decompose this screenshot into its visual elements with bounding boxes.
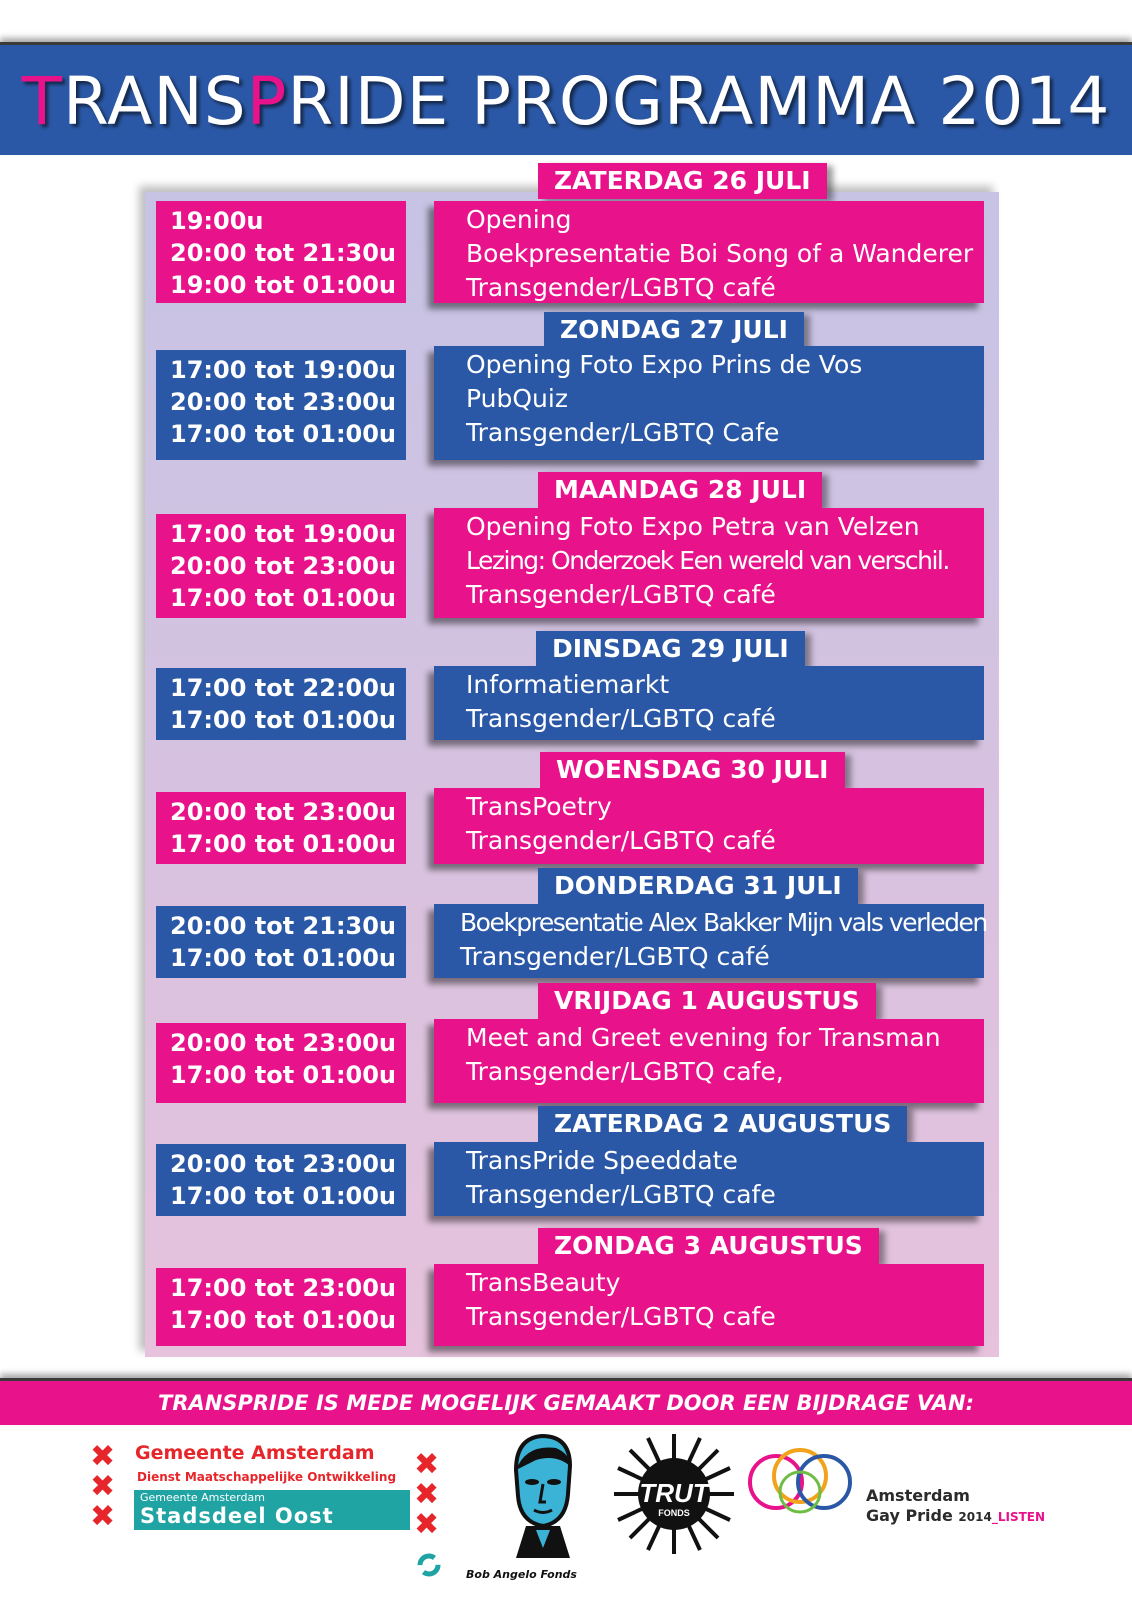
event-entry: Transgender/LGBTQ cafe [466, 1302, 776, 1331]
event-entry: Opening Foto Expo Prins de Vos [466, 350, 863, 379]
time-entry: 20:00 tot 23:00u [170, 1029, 397, 1057]
events-list [434, 788, 984, 864]
title-letter-p: P [246, 63, 288, 140]
event-entry: TransPride Speeddate [466, 1146, 738, 1175]
page-title [0, 63, 1132, 140]
sponsor-logos [0, 1430, 1132, 1590]
event-entry: PubQuiz [466, 384, 568, 413]
sponsor-line: TRANSPRIDE IS MEDE MOGELIJK GEMAAKT DOOR EEN BIJDRAGE VAN: [158, 1391, 974, 1415]
time-entry: 20:00 tot 23:00u [170, 798, 397, 826]
amsterdam-crosses-icon: ✖ ✖ ✖ [90, 1439, 116, 1534]
event-entry: Opening Foto Expo Petra van Velzen [466, 512, 920, 541]
event-entry: Transgender/LGBTQ cafe, [466, 1057, 784, 1086]
events-list [434, 666, 984, 740]
trut-fonds-logo-icon [612, 1432, 736, 1556]
times-list [156, 514, 406, 618]
event-entry: Boekpresentatie Alex Bakker Mijn vals verleden [460, 908, 987, 937]
events-list [434, 1264, 984, 1346]
times-list [156, 792, 406, 864]
event-entry: Transgender/LGBTQ café [466, 826, 776, 855]
event-entry: Transgender/LGBTQ café [466, 273, 776, 302]
day-title: ZATERDAG 26 JULI [538, 163, 827, 199]
events-list [434, 1142, 984, 1216]
time-entry: 17:00 tot 01:00u [170, 1306, 397, 1334]
day-title: ZONDAG 3 AUGUSTUS [538, 1228, 879, 1264]
agp-line1: Amsterdam [866, 1486, 970, 1505]
event-entry: Transgender/LGBTQ cafe [466, 1180, 776, 1209]
title-part-rest: RIDE PROGRAMMA 2014 [287, 63, 1111, 140]
events-list [434, 508, 984, 618]
event-entry: Informatiemarkt [466, 670, 670, 699]
event-entry: Boekpresentatie Boi Song of a Wanderer [466, 239, 974, 268]
trut-name: TRUT [639, 1478, 709, 1508]
stadsdeel-crosses-icon: ✖ ✖ ✖ [414, 1447, 440, 1542]
times-list [156, 1144, 406, 1216]
recycle-swirl-icon [416, 1552, 442, 1578]
event-entry: Transgender/LGBTQ Cafe [466, 418, 780, 447]
times-list [156, 906, 406, 978]
time-entry: 20:00 tot 21:30u [170, 239, 397, 267]
events-list [434, 1019, 984, 1103]
time-entry: 17:00 tot 01:00u [170, 1061, 397, 1089]
time-entry: 20:00 tot 23:00u [170, 552, 397, 580]
gay-pride-text [866, 1486, 1045, 1527]
title-letter-t: T [21, 63, 63, 140]
header-banner [0, 42, 1132, 155]
sponsor-banner [0, 1378, 1132, 1425]
title-part-rans: RANS [63, 63, 247, 140]
times-list [156, 1023, 406, 1103]
events-list [434, 904, 987, 978]
times-list [156, 350, 406, 460]
day-title: DINSDAG 29 JULI [536, 631, 805, 667]
time-entry: 17:00 tot 22:00u [170, 674, 397, 702]
day-title: MAANDAG 28 JULI [538, 472, 822, 508]
day-title: ZATERDAG 2 AUGUSTUS [538, 1106, 907, 1142]
time-entry: 17:00 tot 23:00u [170, 1274, 397, 1302]
day-title: ZONDAG 27 JULI [544, 312, 804, 348]
time-entry: 19:00u [170, 207, 264, 235]
events-list [434, 201, 984, 303]
times-list [156, 201, 406, 303]
time-entry: 17:00 tot 01:00u [170, 584, 397, 612]
stadsdeel-logo [134, 1490, 410, 1530]
stadsdeel-small: Gemeente Amsterdam [140, 1491, 265, 1504]
bob-angelo-name: Bob Angelo Fonds [466, 1568, 577, 1581]
time-entry: 17:00 tot 01:00u [170, 420, 397, 448]
time-entry: 17:00 tot 19:00u [170, 356, 397, 384]
day-title: DONDERDAG 31 JULI [538, 868, 858, 904]
gemeente-title: Gemeente Amsterdam [135, 1442, 375, 1464]
trut-small: FONDS [658, 1508, 690, 1518]
gay-pride-rings-icon [746, 1436, 854, 1528]
event-entry: Opening [466, 205, 572, 234]
bob-angelo-portrait-icon [496, 1430, 586, 1560]
agp-line2: Gay Pride [866, 1506, 953, 1525]
events-list [434, 346, 984, 460]
time-entry: 20:00 tot 21:30u [170, 912, 397, 940]
day-title: VRIJDAG 1 AUGUSTUS [538, 983, 876, 1019]
time-entry: 19:00 tot 01:00u [170, 271, 397, 299]
time-entry: 17:00 tot 01:00u [170, 706, 397, 734]
event-entry: Lezing: Onderzoek Een wereld van verschil. [466, 546, 949, 575]
time-entry: 17:00 tot 01:00u [170, 944, 397, 972]
times-list [156, 668, 406, 740]
gemeente-dept: Dienst Maatschappelijke Ontwikkeling [137, 1470, 397, 1484]
event-entry: TransBeauty [466, 1268, 621, 1297]
time-entry: 20:00 tot 23:00u [170, 1150, 397, 1178]
time-entry: 20:00 tot 23:00u [170, 388, 397, 416]
day-title: WOENSDAG 30 JULI [540, 752, 845, 788]
agp-tag: _LISTEN [991, 1510, 1046, 1524]
event-entry: Meet and Greet evening for Transman [466, 1023, 941, 1052]
event-entry: Transgender/LGBTQ café [466, 580, 776, 609]
stadsdeel-big: Stadsdeel Oost [140, 1504, 334, 1528]
time-entry: 17:00 tot 01:00u [170, 1182, 397, 1210]
time-entry: 17:00 tot 01:00u [170, 830, 397, 858]
event-entry: Transgender/LGBTQ café [460, 942, 770, 971]
time-entry: 17:00 tot 19:00u [170, 520, 397, 548]
event-entry: Transgender/LGBTQ café [466, 704, 776, 733]
agp-year: 2014 [958, 1510, 992, 1524]
event-entry: TransPoetry [466, 792, 612, 821]
times-list [156, 1268, 406, 1346]
